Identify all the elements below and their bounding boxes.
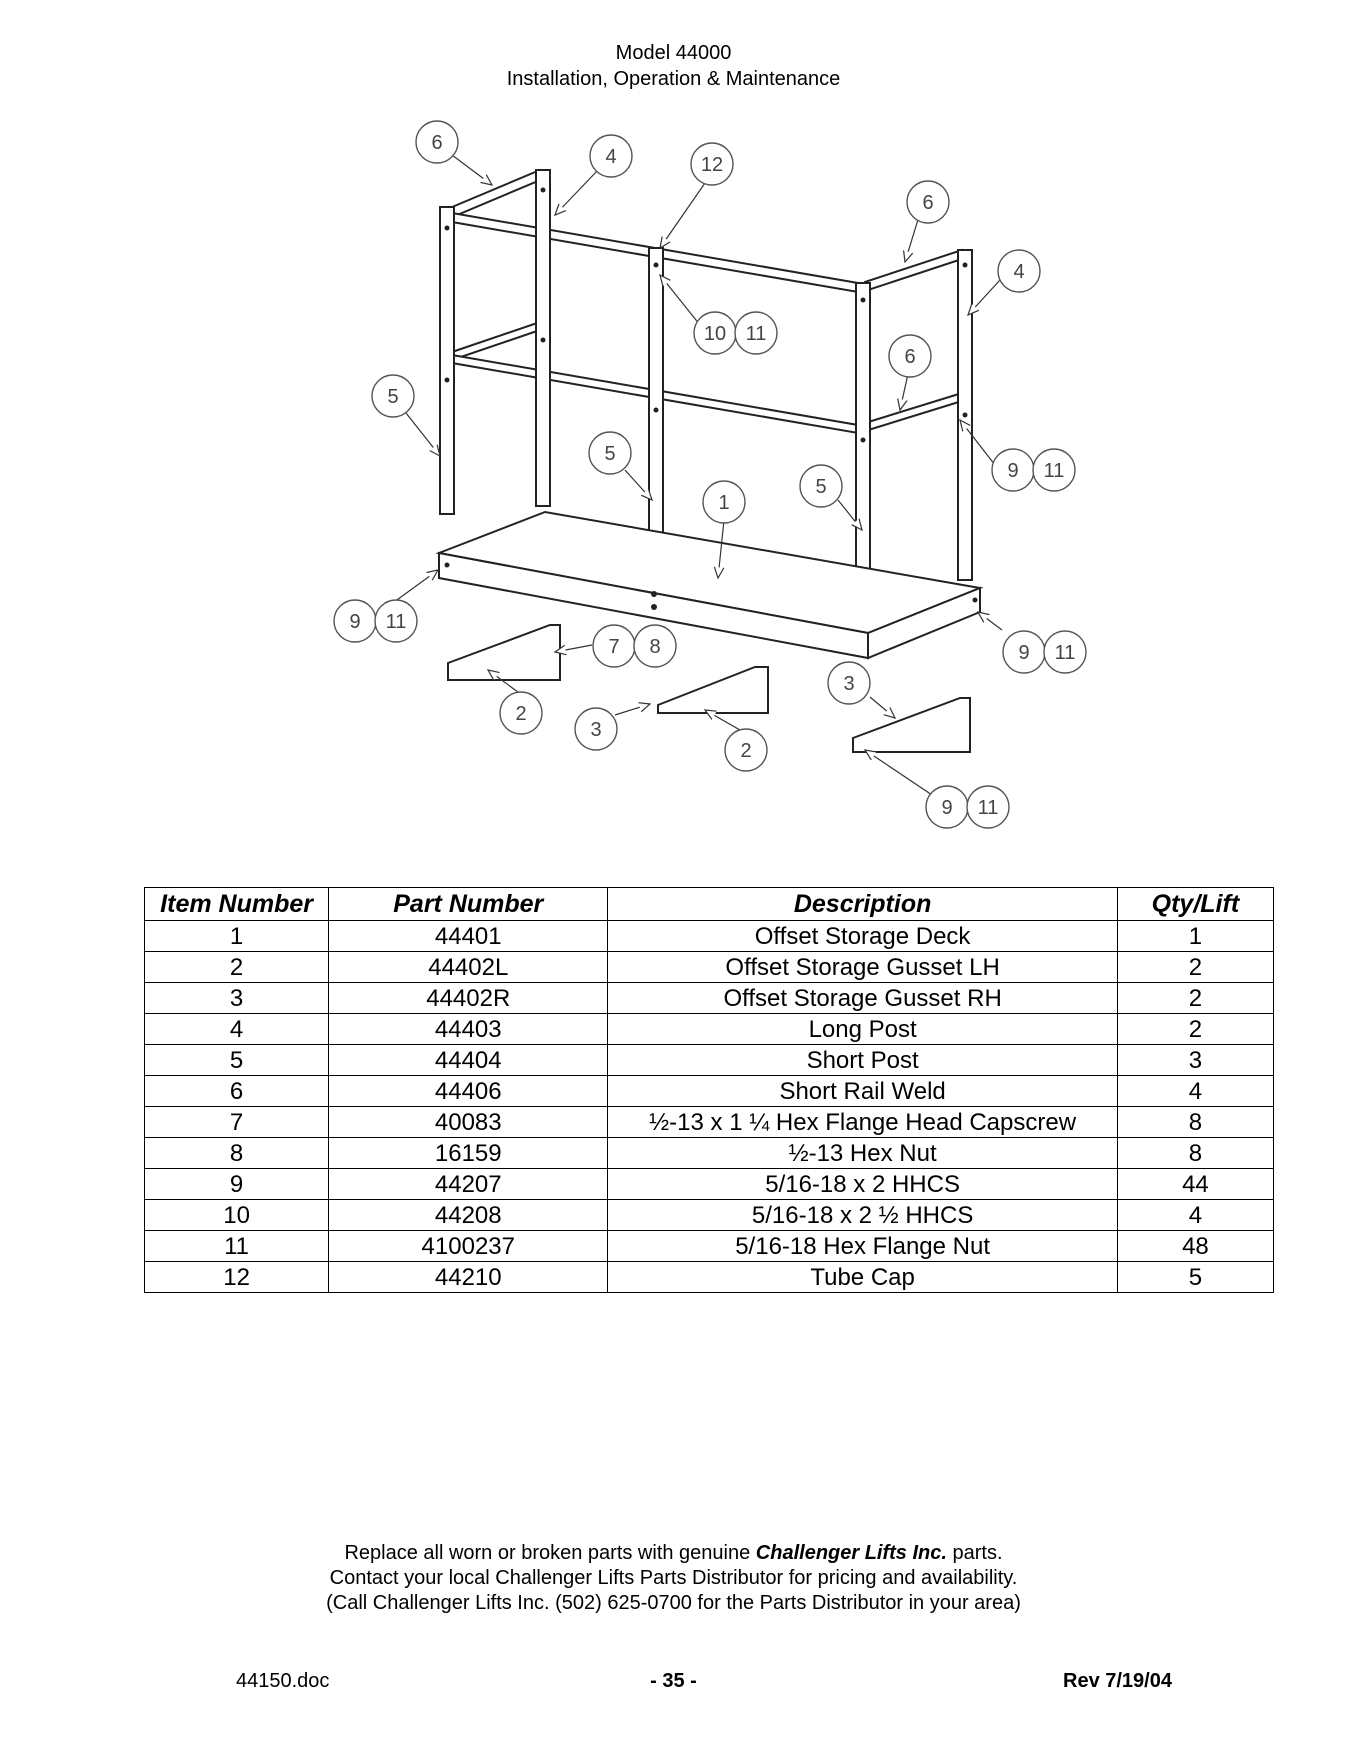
callout-2-label: 4 bbox=[605, 146, 617, 168]
qty-cell: 48 bbox=[1117, 1231, 1273, 1262]
description-cell: Short Rail Weld bbox=[608, 1076, 1117, 1107]
part-number-cell: 44402R bbox=[329, 983, 608, 1014]
callout-8-label: 6 bbox=[904, 346, 916, 368]
item-number-cell: 7 bbox=[145, 1107, 329, 1138]
part-number-cell: 4100237 bbox=[329, 1231, 608, 1262]
note-line-3: (Call Challenger Lifts Inc. (502) 625-0700 for the Parts Distributor in your area) bbox=[326, 1592, 1021, 1614]
manual-subtitle: Installation, Operation & Maintenance bbox=[506, 68, 841, 90]
item-number-cell: 6 bbox=[145, 1076, 329, 1107]
callout-25-label: 9 bbox=[941, 797, 953, 819]
callout-12-label: 5 bbox=[604, 443, 616, 465]
revision-date: Rev 7/19/04 bbox=[1063, 1670, 1172, 1692]
description-cell: Short Post bbox=[608, 1045, 1117, 1076]
part-number-cell: 44404 bbox=[329, 1045, 608, 1076]
page-number: - 35 - bbox=[650, 1670, 697, 1692]
description-cell: Tube Cap bbox=[608, 1262, 1117, 1293]
description-cell: Offset Storage Deck bbox=[608, 921, 1117, 952]
table-row bbox=[145, 1076, 1274, 1107]
qty-cell: 4 bbox=[1117, 1076, 1273, 1107]
callout-23-label: 3 bbox=[843, 673, 855, 695]
callout-14-label: 5 bbox=[815, 476, 827, 498]
header-description: Description bbox=[608, 888, 1117, 921]
item-number-cell: 12 bbox=[145, 1262, 329, 1293]
callout-6-label: 10 bbox=[703, 323, 727, 345]
note-line-2: Contact your local Challenger Lifts Parts Distributor for pricing and availability. bbox=[329, 1567, 1018, 1589]
callout-7-label: 11 bbox=[745, 323, 767, 345]
parts-replacement-note bbox=[0, 1541, 1347, 1616]
description-cell: Offset Storage Gusset RH bbox=[608, 983, 1117, 1014]
table-row bbox=[145, 921, 1274, 952]
description-cell: 5/16-18 x 2 ½ HHCS bbox=[608, 1200, 1117, 1231]
description-cell: ½-13 Hex Nut bbox=[608, 1138, 1117, 1169]
qty-cell: 8 bbox=[1117, 1107, 1273, 1138]
qty-cell: 2 bbox=[1117, 952, 1273, 983]
qty-cell: 4 bbox=[1117, 1200, 1273, 1231]
model-title: Model 44000 bbox=[615, 42, 732, 64]
part-number-cell: 16159 bbox=[329, 1138, 608, 1169]
callout-15-label: 9 bbox=[349, 611, 361, 633]
item-number-cell: 9 bbox=[145, 1169, 329, 1200]
note-line-1 bbox=[0, 1541, 1347, 1566]
table-row bbox=[145, 1231, 1274, 1262]
item-number-cell: 8 bbox=[145, 1138, 329, 1169]
exploded-parts-diagram bbox=[0, 0, 1347, 860]
qty-cell: 44 bbox=[1117, 1169, 1273, 1200]
table-row bbox=[145, 1107, 1274, 1138]
header-item-number: Item Number bbox=[145, 888, 329, 921]
part-number-cell: 44210 bbox=[329, 1262, 608, 1293]
table-row bbox=[145, 952, 1274, 983]
description-cell: 5/16-18 Hex Flange Nut bbox=[608, 1231, 1117, 1262]
callout-17-label: 7 bbox=[608, 636, 620, 658]
qty-cell: 5 bbox=[1117, 1262, 1273, 1293]
part-number-cell: 44406 bbox=[329, 1076, 608, 1107]
callout-16-label: 11 bbox=[385, 611, 407, 633]
callout-24-label: 2 bbox=[740, 740, 752, 762]
note-text: parts. bbox=[946, 1542, 1003, 1564]
callout-5-label: 4 bbox=[1013, 261, 1025, 283]
item-number-cell: 5 bbox=[145, 1045, 329, 1076]
part-number-cell: 40083 bbox=[329, 1107, 608, 1138]
callout-3-label: 12 bbox=[700, 154, 724, 176]
item-number-cell: 2 bbox=[145, 952, 329, 983]
qty-cell: 2 bbox=[1117, 1014, 1273, 1045]
item-number-cell: 4 bbox=[145, 1014, 329, 1045]
note-text: Replace all worn or broken parts with genuine bbox=[344, 1542, 756, 1564]
callout-4-label: 6 bbox=[922, 192, 934, 214]
callout-21-label: 2 bbox=[515, 703, 527, 725]
item-number-cell: 3 bbox=[145, 983, 329, 1014]
part-number-cell: 44403 bbox=[329, 1014, 608, 1045]
part-number-cell: 44401 bbox=[329, 921, 608, 952]
qty-cell: 3 bbox=[1117, 1045, 1273, 1076]
callout-13-label: 1 bbox=[718, 492, 730, 514]
description-cell: 5/16-18 x 2 HHCS bbox=[608, 1169, 1117, 1200]
callout-18-label: 8 bbox=[649, 636, 661, 658]
header-qty-lift: Qty/Lift bbox=[1117, 888, 1273, 921]
qty-cell: 1 bbox=[1117, 921, 1273, 952]
callout-26-label: 11 bbox=[977, 797, 999, 819]
table-header-row bbox=[145, 888, 1274, 921]
part-number-cell: 44402L bbox=[329, 952, 608, 983]
item-number-cell: 11 bbox=[145, 1231, 329, 1262]
description-cell: Offset Storage Gusset LH bbox=[608, 952, 1117, 983]
part-number-cell: 44207 bbox=[329, 1169, 608, 1200]
table-row bbox=[145, 1169, 1274, 1200]
table-row bbox=[145, 1014, 1274, 1045]
header-part-number: Part Number bbox=[329, 888, 608, 921]
description-cell: Long Post bbox=[608, 1014, 1117, 1045]
part-number-cell: 44208 bbox=[329, 1200, 608, 1231]
table-row bbox=[145, 1200, 1274, 1231]
callout-11-label: 11 bbox=[1043, 460, 1065, 482]
page-footer bbox=[0, 1670, 1347, 1698]
table-row bbox=[145, 1262, 1274, 1293]
parts-table bbox=[144, 887, 1274, 1293]
qty-cell: 2 bbox=[1117, 983, 1273, 1014]
item-number-cell: 10 bbox=[145, 1200, 329, 1231]
callout-19-label: 9 bbox=[1018, 642, 1030, 664]
callout-1-label: 6 bbox=[431, 132, 443, 154]
table-row bbox=[145, 983, 1274, 1014]
brand-name: Challenger Lifts Inc. bbox=[755, 1542, 947, 1564]
callout-10-label: 9 bbox=[1007, 460, 1019, 482]
item-number-cell: 1 bbox=[145, 921, 329, 952]
description-cell: ½-13 x 1 ¼ Hex Flange Head Capscrew bbox=[608, 1107, 1117, 1138]
callout-9-label: 5 bbox=[387, 386, 399, 408]
callout-20-label: 11 bbox=[1054, 642, 1076, 664]
table-row bbox=[145, 1138, 1274, 1169]
qty-cell: 8 bbox=[1117, 1138, 1273, 1169]
callout-22-label: 3 bbox=[590, 719, 602, 741]
doc-filename: 44150.doc bbox=[236, 1670, 330, 1692]
table-row bbox=[145, 1045, 1274, 1076]
